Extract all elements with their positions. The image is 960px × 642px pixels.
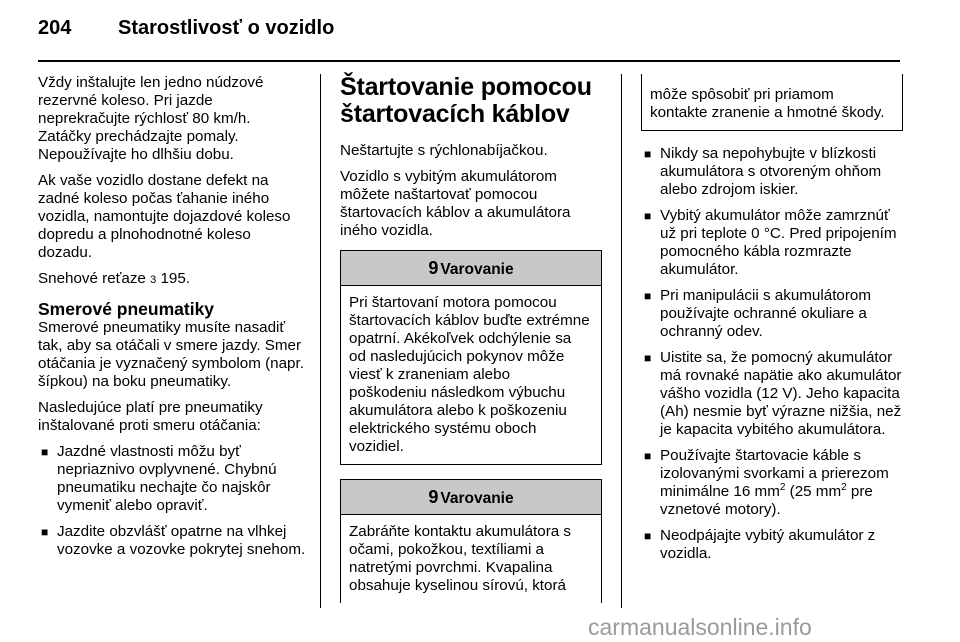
warning-title: Varovanie: [440, 261, 514, 278]
snow-chains-text: Snehové reťaze: [38, 270, 151, 287]
bullet-icon: ■: [41, 525, 49, 539]
bullet-icon: ■: [644, 529, 652, 543]
chapter-title: Starostlivosť o vozidlo: [118, 17, 335, 39]
bullet-list-col3: [641, 145, 903, 563]
warning-body: Pri štartovaní motora pomocou štartovacích káblov buďte extrémne opatrní. Akékoľvek odchýlenie sa od nasledujúcich pokynov môže viesť k zraneniam alebo poškodeniu následkom výbuchu akumulátora alebo k poškozeniu elektrického systému oboch vozidiel.: [349, 294, 590, 455]
list-item: ■ Vybitý akumulátor môže zamrznúť už pri teplote 0 °C. Pred pripojením pomocného kábla rozmrazte akumulátor.: [644, 207, 897, 278]
list-item: ■ Uistite sa, že pomocný akumulátor má rovnaké napätie ako akumulátor vášho vozidla (12 V). Jeho kapacita (Ah) nesmie byť výrazne nižšia, než je kapacita vybitého akumulátora.: [644, 349, 902, 438]
list-item: ■ Neodpájajte vybitý akumulátor z vozidla.: [644, 527, 876, 562]
bullet-icon: ■: [644, 147, 652, 161]
column-2: [340, 74, 602, 617]
warning-icon: 9: [428, 258, 439, 278]
list-item: ■ Jazdite obzvlášť opatrne na vlhkej vozovke a vozovke pokrytej snehom.: [41, 523, 306, 558]
warning-icon: 9: [428, 487, 439, 507]
page-reference-icon: 3: [150, 274, 157, 286]
page-header: [38, 14, 898, 50]
paragraph-spare-wheel: Vždy inštalujte len jedno núdzové rezervné koleso. Pri jazde neprekračujte rýchlosť 80 km/h. Zatáčky prechádzajte pomaly. Nepoužívajte ho dlhšiu dobu.: [38, 74, 264, 163]
bullet-icon: ■: [644, 351, 652, 365]
warning-header: [341, 480, 601, 515]
warning-title: Varovanie: [440, 490, 514, 507]
warning-body: Zabráňte kontaktu akumulátora s očami, pokožkou, textíliami a natretými povrchmi. Kvapalina obsahuje kyselinou sírovú, ktorá: [349, 523, 572, 594]
bullet-icon: ■: [644, 289, 652, 303]
bullet-icon: ■: [41, 445, 49, 459]
header-divider: [38, 60, 900, 62]
watermark: carmanualsonline.info: [588, 614, 812, 640]
snow-chains-page-ref[interactable]: 195.: [156, 270, 190, 287]
column-divider-2: [621, 74, 622, 608]
column-divider-1: [320, 74, 321, 608]
bullet-list-col1: [38, 443, 306, 559]
paragraph-no-fast-charger: Neštartujte s rýchlonabíjačkou.: [340, 142, 548, 159]
warning-header: [341, 251, 601, 286]
warning-body-continued: môže spôsobiť pri priamom kontakte zranenie a hmotné škody.: [650, 86, 885, 121]
list-item: ■ Používajte štartovacie káble s izolovanými svorkami a prierezom minimálne 16 $mm^2$ (25 $mm^2$ pre vznetové motory).: [644, 447, 889, 518]
paragraph-jump-start-info: Vozidlo s vybitým akumulátorom môžete naštartovať pomocou štartovacích káblov a akumulátora iného vozidla.: [340, 168, 571, 239]
warning-box-1: [340, 250, 602, 465]
page-number: 204: [38, 17, 72, 39]
bullet-icon: ■: [644, 449, 652, 463]
paragraph-rear-wheel: Ak vaše vozidlo dostane defekt na zadné koleso počas ťahanie iného vozidla, namontujte dojazdové koleso dopredu a plnohodnotné koleso dozadu.: [38, 172, 291, 261]
column-1: [38, 74, 306, 567]
column-3: [641, 74, 903, 571]
paragraph-snow-chains: [38, 270, 306, 289]
section-heading-jump-start: Štartovanie pomocou štartovacích káblov: [340, 73, 592, 128]
warning-box-2-continued: [641, 74, 903, 131]
bullet-icon: ■: [644, 209, 652, 223]
section-heading-directional-tyres: Smerové pneumatiky: [38, 299, 215, 319]
list-item: ■ Nikdy sa nepohybujte v blízkosti akumulátora s otvoreným ohňom alebo zdrojom iskier.: [644, 145, 882, 198]
paragraph-reverse-mounted: Nasledujúce platí pre pneumatiky inštalované proti smeru otáčania:: [38, 399, 263, 434]
list-item: ■ Jazdné vlastnosti môžu byť nepriaznivo ovplyvnené. Chybnú pneumatiku nechajte čo najskôr vymeniť alebo opraviť.: [41, 443, 277, 514]
warning-box-2: [340, 479, 602, 603]
paragraph-directional-tyres: Smerové pneumatiky musíte nasadiť tak, aby sa otáčali v smere jazdy. Smer otáčania je vyznačený symbolom (napr. šípkou) na boku pneumatiky.: [38, 319, 304, 390]
list-item: ■ Pri manipulácii s akumulátorom používajte ochranné okuliare a ochranný odev.: [644, 287, 872, 340]
